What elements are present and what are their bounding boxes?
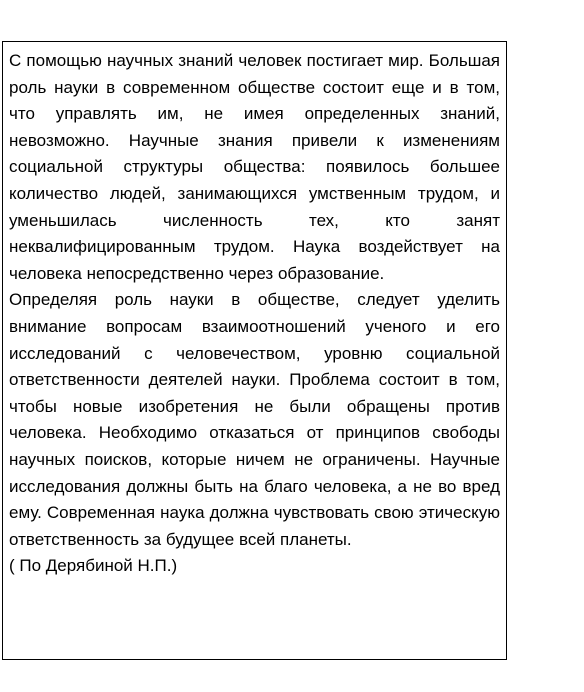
source-attribution: ( По Дерябиной Н.П.) [9, 556, 178, 576]
text-box [2, 41, 507, 660]
paragraph-1: С помощью научных знаний человек постигает мир. Большая роль науки в современном обществе состоит еще и в том, что управлять им, не имея определенных знаний, невозможно. Научные знания привели к изменениям социальной структуры общества: появилось большее количество людей, занимающихся умственным трудом, и уменьшилась численность тех, кто занят неквалифицированным трудом. Наука воздействует на человека непосредственно через образование. [9, 51, 500, 283]
paragraph-2: Определяя роль науки в обществе, следует уделить внимание вопросам взаимоотношений ученого и его исследований с человечеством, уровню социальной ответственности деятелей науки. Проблема состоит в том, чтобы новые изобретения не были обращены против человека. Необходимо отказаться от принципов свободы научных поисков, которые ничем не ограничены. Научные исследования должны быть на благо человека, а не во вред ему. Современная наука должна чувствовать свою этическую ответственность за будущее всей планеты. [9, 290, 500, 549]
